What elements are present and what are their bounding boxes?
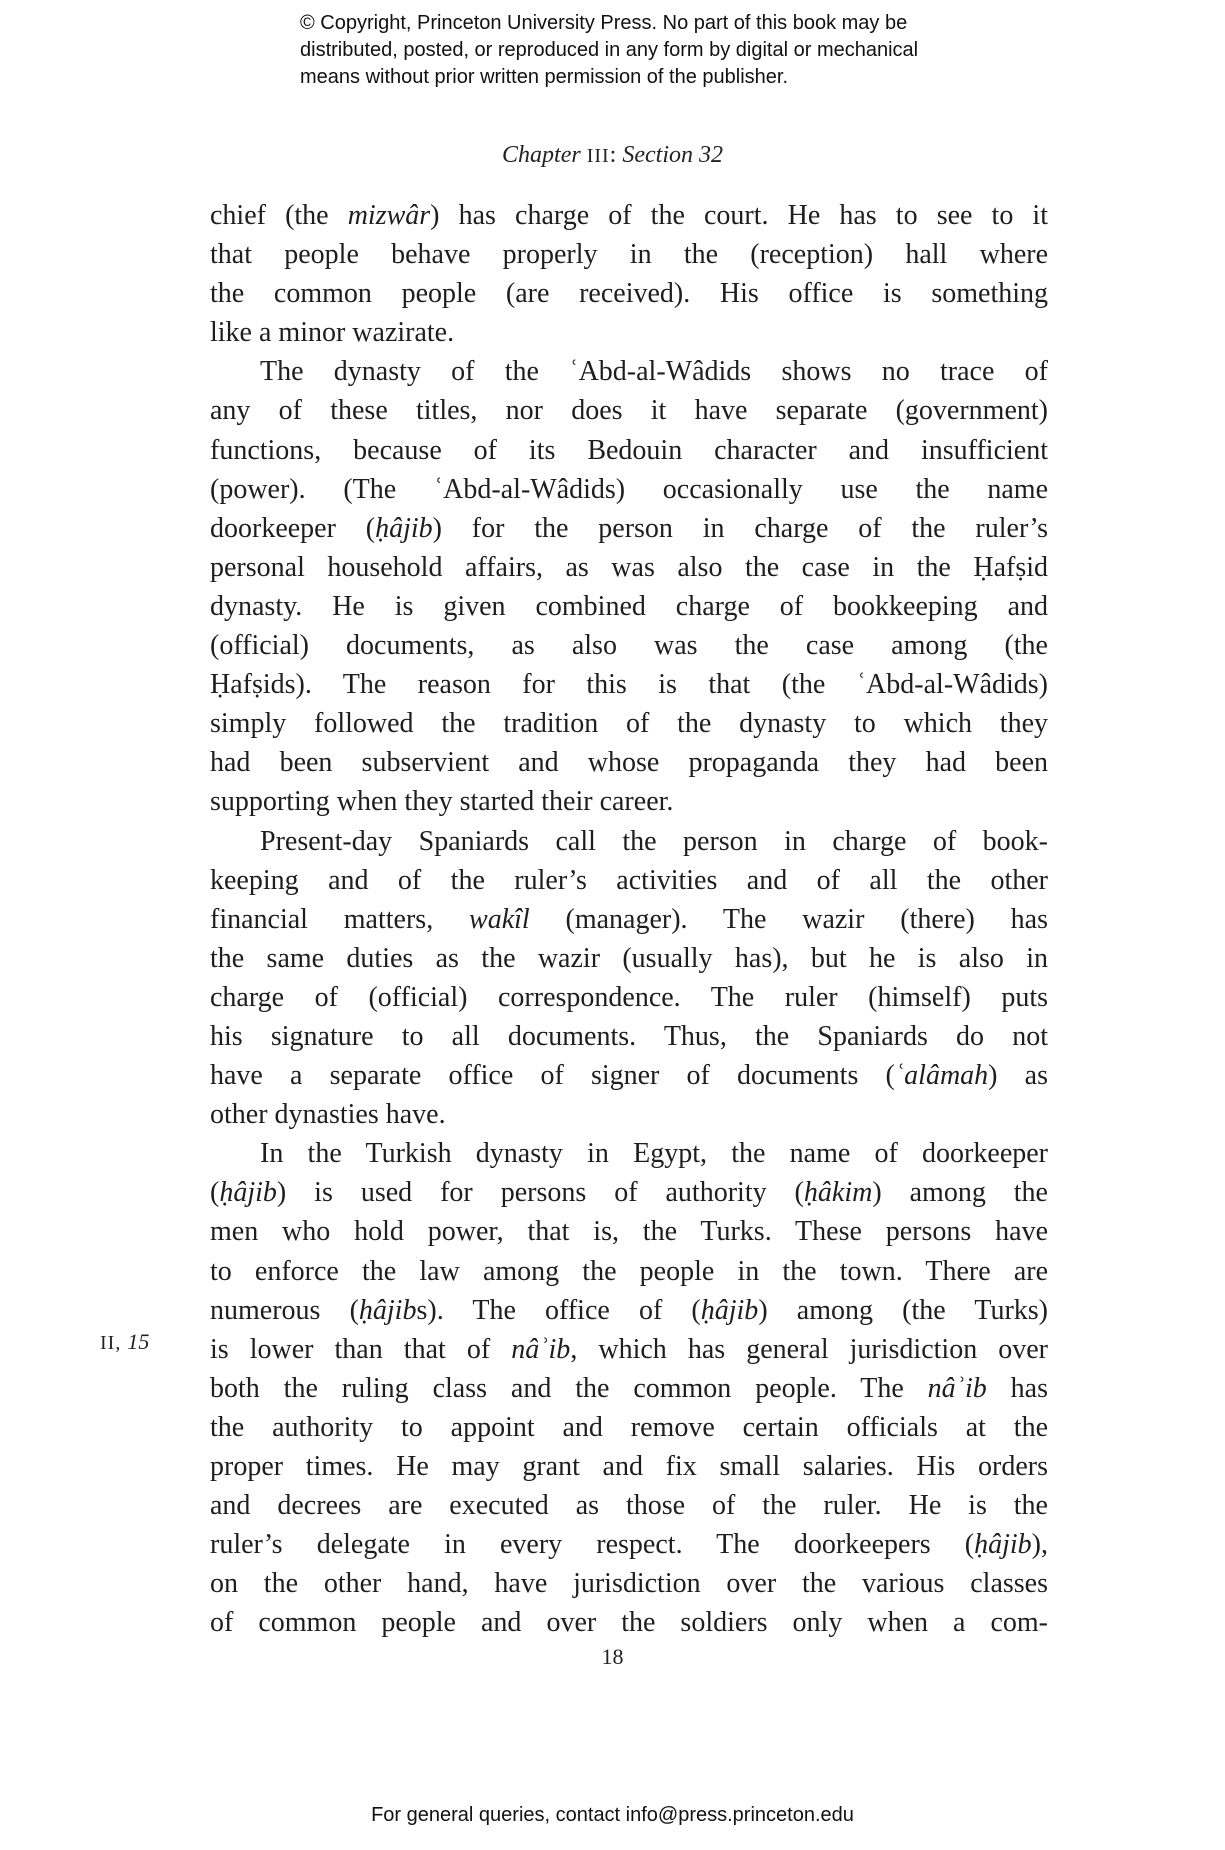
italic-term: nâʾib: [511, 1333, 571, 1365]
text-segment: charge of (official) correspondence. The ruler (himself) puts: [210, 981, 1048, 1013]
italic-term: ḥâjib: [375, 512, 433, 544]
text-line: [210, 391, 1048, 430]
text-segment: financial matters,: [210, 903, 470, 935]
text-line: [210, 782, 1048, 821]
text-line: [210, 626, 1048, 665]
text-line: [210, 1603, 1048, 1642]
margin-volume: II,: [100, 1332, 128, 1354]
margin-page: 15: [127, 1329, 150, 1354]
text-segment: (manager). The wazir (there) has: [529, 903, 1048, 935]
text-segment: proper times. He may grant and fix small salaries. His orders: [210, 1451, 1048, 1482]
text-line: [210, 1134, 1048, 1173]
text-segment: any of these titles, nor does it have separate (government): [210, 395, 1048, 427]
text-line: [210, 548, 1048, 587]
text-segment: that people behave properly in the (reception) hall where: [210, 239, 1048, 271]
text-line: [210, 822, 1048, 861]
text-segment: doorkeeper (: [210, 512, 376, 544]
copyright-line: distributed, posted, or reproduced in any form by digital or mechanical: [300, 39, 919, 61]
text-line: [210, 900, 1048, 939]
text-line: [210, 274, 1048, 313]
text-segment: and decrees are executed as those of the ruler. He is the: [210, 1490, 1048, 1522]
italic-term: ḥâkim: [803, 1177, 873, 1209]
italic-term: ḥâjib: [700, 1294, 759, 1326]
text-segment: the common people (are received). His office is something: [210, 278, 1048, 310]
copyright-line: means without prior written permission of the publisher.: [300, 66, 789, 88]
text-line: [210, 1095, 1048, 1134]
text-segment: dynasty. He is given combined charge of bookkeeping and: [210, 590, 1048, 622]
text-line: [210, 743, 1048, 782]
text-segment: is lower than that of: [210, 1333, 512, 1365]
text-line: [210, 587, 1048, 626]
text-segment: to enforce the law among the people in the town. There are: [210, 1255, 1048, 1287]
text-line: [210, 313, 1048, 352]
text-line: [210, 1486, 1048, 1525]
text-segment: ) as: [988, 1060, 1048, 1092]
italic-term: ḥâjib: [358, 1294, 417, 1326]
text-segment: ) for the person in charge of the ruler’s: [432, 512, 1048, 544]
text-line: [210, 1017, 1048, 1056]
italic-term: ḥâjib: [219, 1177, 277, 1209]
separator: :: [609, 142, 623, 168]
text-line: [210, 1173, 1048, 1212]
text-segment: Present-day Spaniards call the person in charge of book-: [260, 825, 1048, 857]
text-segment: (: [210, 1177, 220, 1209]
text-line: [210, 1408, 1048, 1447]
text-line: [210, 1291, 1048, 1330]
text-line: [210, 1564, 1048, 1603]
footer-contact: For general queries, contact info@press.princeton.edu: [371, 1804, 854, 1826]
italic-term: mizwâr: [347, 200, 431, 231]
text-segment: simply followed the tradition of the dynasty to which they: [210, 708, 1048, 740]
page-number: 18: [601, 1644, 624, 1669]
text-line: [210, 1252, 1048, 1291]
text-segment: on the other hand, have jurisdiction over the various classes: [210, 1568, 1048, 1600]
chapter-word: Chapter: [502, 142, 581, 168]
margin-reference: [100, 1329, 149, 1355]
text-segment: numerous (: [210, 1294, 359, 1326]
text-line: [210, 235, 1048, 274]
section-label: Section 32: [622, 142, 723, 168]
italic-term: nâʾib: [927, 1372, 987, 1404]
text-line: [210, 978, 1048, 1017]
text-line: [210, 470, 1048, 509]
text-segment: his signature to all documents. Thus, the Spaniards do not: [210, 1020, 1048, 1052]
text-segment: Ḥafṣids). The reason for this is that (the ʿAbd-al-Wâdids): [210, 669, 1048, 701]
text-segment: (power). (The ʿAbd-al-Wâdids) occasionally use the name: [210, 473, 1048, 505]
text-segment: personal household affairs, as was also the case in the Ḥafṣid: [210, 551, 1048, 583]
text-segment: The dynasty of the ʿAbd-al-Wâdids shows no trace of: [260, 356, 1048, 388]
text-segment: chief (the: [210, 200, 348, 231]
text-segment: like a minor wazirate.: [210, 317, 455, 349]
text-segment: ) among (the Turks): [758, 1294, 1048, 1326]
chapter-number: III: [586, 145, 610, 167]
running-head: [0, 142, 1225, 169]
text-segment: of common people and over the soldiers only when a com-: [210, 1607, 1048, 1639]
text-segment: , which has general jurisdiction over: [570, 1333, 1048, 1365]
text-segment: has: [986, 1372, 1049, 1404]
text-segment: ) is used for persons of authority (: [276, 1177, 804, 1209]
copyright-notice: [300, 10, 1000, 91]
text-segment: ) has charge of the court. He has to see to it: [430, 200, 1048, 231]
text-line: [210, 1056, 1048, 1095]
text-segment: had been subservient and whose propaganda they had been: [210, 747, 1048, 779]
text-line: [210, 939, 1048, 978]
italic-term: ʿalâmah: [894, 1060, 989, 1092]
text-line: [210, 1447, 1048, 1486]
text-line: [210, 1330, 1048, 1369]
text-segment: ) among the: [872, 1177, 1048, 1209]
body-text: [210, 196, 1048, 1642]
text-line: [210, 1212, 1048, 1251]
text-line: [210, 1525, 1048, 1564]
text-line: [210, 1369, 1048, 1408]
text-line: [210, 861, 1048, 900]
text-segment: functions, because of its Bedouin character and insufficient: [210, 434, 1048, 466]
text-line: [210, 704, 1048, 743]
text-line: [210, 352, 1048, 391]
text-line: [210, 509, 1048, 548]
italic-term: wakîl: [469, 903, 530, 935]
text-line: [210, 431, 1048, 470]
text-segment: keeping and of the ruler’s activities and of all the other: [210, 864, 1048, 896]
text-segment: other dynasties have.: [210, 1099, 446, 1131]
copyright-line: © Copyright, Princeton University Press. No part of this book may be: [300, 12, 908, 34]
text-segment: ruler’s delegate in every respect. The doorkeepers (: [210, 1529, 975, 1561]
italic-term: ḥâjib: [974, 1529, 1032, 1561]
text-segment: both the ruling class and the common people. The: [210, 1372, 928, 1404]
text-segment: supporting when they started their career.: [210, 786, 674, 818]
text-line: [210, 665, 1048, 704]
text-segment: have a separate office of signer of documents (: [210, 1060, 895, 1092]
text-segment: s). The office of (: [416, 1294, 701, 1326]
text-segment: the same duties as the wazir (usually has), but he is also in: [210, 942, 1048, 974]
text-segment: (official) documents, as also was the case among (the: [210, 630, 1048, 662]
text-segment: men who hold power, that is, the Turks. These persons have: [210, 1216, 1048, 1248]
text-segment: In the Turkish dynasty in Egypt, the name of doorkeeper: [260, 1138, 1048, 1170]
text-line: [210, 196, 1048, 235]
text-segment: the authority to appoint and remove certain officials at the: [210, 1411, 1048, 1443]
text-segment: ),: [1031, 1529, 1048, 1561]
